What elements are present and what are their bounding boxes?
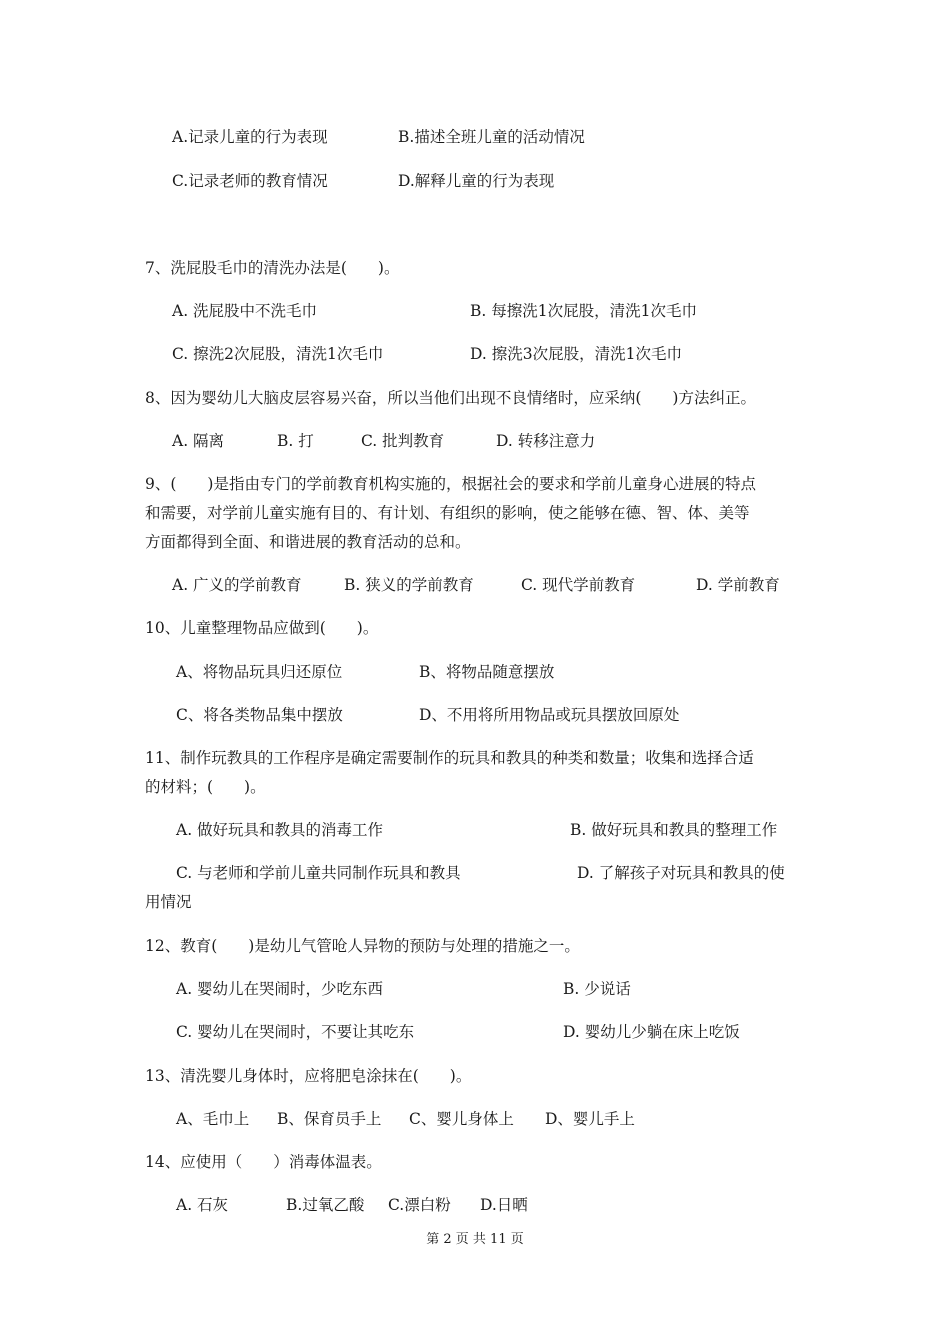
option-c: C.记录老师的教育情况 (172, 172, 328, 190)
q8-option-c: C. 批判教育 (361, 432, 445, 450)
q7-option-c: C. 擦洗2次屁股，清洗1次毛巾 (172, 345, 384, 363)
question-9-stem-line1: 9、( )是指由专门的学前教育机构实施的，根据社会的要求和学前儿童身心进展的特点 (145, 475, 756, 493)
question-11-stem-line2: 的材料；( )。 (145, 778, 266, 796)
question-14-stem: 14、应使用（ ）消毒体温表。 (145, 1153, 382, 1171)
q12-option-d: D. 婴幼儿少躺在床上吃饭 (563, 1023, 740, 1041)
q11-option-c: C. 与老师和学前儿童共同制作玩具和教具 (176, 864, 461, 882)
q9-option-a: A. 广义的学前教育 (172, 576, 302, 594)
option-b: B.描述全班儿童的活动情况 (398, 128, 585, 146)
question-11-stem-line1: 11、制作玩教具的工作程序是确定需要制作的玩具和教具的种类和数量；收集和选择合适 (145, 749, 754, 767)
q8-option-a: A. 隔离 (172, 432, 225, 450)
q9-option-d: D. 学前教育 (696, 576, 780, 594)
q13-option-c: C、婴儿身体上 (409, 1110, 514, 1128)
q14-option-b: B.过氧乙酸 (286, 1196, 365, 1214)
question-9-stem-line3: 方面都得到全面、和谐进展的教育活动的总和。 (145, 533, 471, 551)
q13-option-a: A、毛巾上 (176, 1110, 250, 1128)
q9-option-c: C. 现代学前教育 (521, 576, 636, 594)
q11-option-a: A. 做好玩具和教具的消毒工作 (176, 821, 384, 839)
q10-option-c: C、将各类物品集中摆放 (176, 706, 343, 724)
q10-option-a: A、将物品玩具归还原位 (176, 663, 343, 681)
option-d: D.解释儿童的行为表现 (398, 172, 555, 190)
q12-option-b: B. 少说话 (563, 980, 631, 998)
question-10-stem: 10、儿童整理物品应做到( )。 (145, 619, 379, 637)
question-9-stem-line2: 和需要，对学前儿童实施有目的、有计划、有组织的影响，使之能够在德、智、体、美等 (145, 504, 750, 522)
q8-option-b: B. 打 (277, 432, 314, 450)
q7-option-a: A. 洗屁股中不洗毛巾 (172, 302, 318, 320)
q12-option-c: C. 婴幼儿在哭闹时，不要让其吃东 (176, 1023, 415, 1041)
option-a: A.记录儿童的行为表现 (172, 128, 328, 146)
q11-option-b: B. 做好玩具和教具的整理工作 (570, 821, 778, 839)
q12-option-a: A. 婴幼儿在哭闹时，少吃东西 (176, 980, 384, 998)
q13-option-b: B、保育员手上 (277, 1110, 382, 1128)
question-12-stem: 12、教育( )是幼儿气管呛人异物的预防与处理的措施之一。 (145, 937, 580, 955)
q8-option-d: D. 转移注意力 (496, 432, 596, 450)
q14-option-c: C.漂白粉 (388, 1196, 451, 1214)
question-8-stem: 8、因为婴幼儿大脑皮层容易兴奋，所以当他们出现不良情绪时，应采纳( )方法纠正。 (145, 389, 756, 407)
q10-option-b: B、将物品随意摆放 (419, 663, 555, 681)
q14-option-d: D.日晒 (480, 1196, 528, 1214)
q14-option-a: A. 石灰 (176, 1196, 229, 1214)
q11-option-d-continued: 用情况 (145, 893, 192, 911)
q7-option-d: D. 擦洗3次屁股，清洗1次毛巾 (470, 345, 682, 363)
page-number-footer: 第 2 页 共 11 页 (426, 1232, 524, 1247)
question-7-stem: 7、洗屁股毛巾的清洗办法是( )。 (145, 259, 400, 277)
q9-option-b: B. 狭义的学前教育 (344, 576, 474, 594)
question-13-stem: 13、清洗婴儿身体时，应将肥皂涂抹在( )。 (145, 1067, 472, 1085)
q7-option-b: B. 每擦洗1次屁股，清洗1次毛巾 (470, 302, 697, 320)
q13-option-d: D、婴儿手上 (545, 1110, 635, 1128)
q10-option-d: D、不用将所用物品或玩具摆放回原处 (419, 706, 680, 724)
q11-option-d: D. 了解孩子对玩具和教具的使 (577, 864, 785, 882)
